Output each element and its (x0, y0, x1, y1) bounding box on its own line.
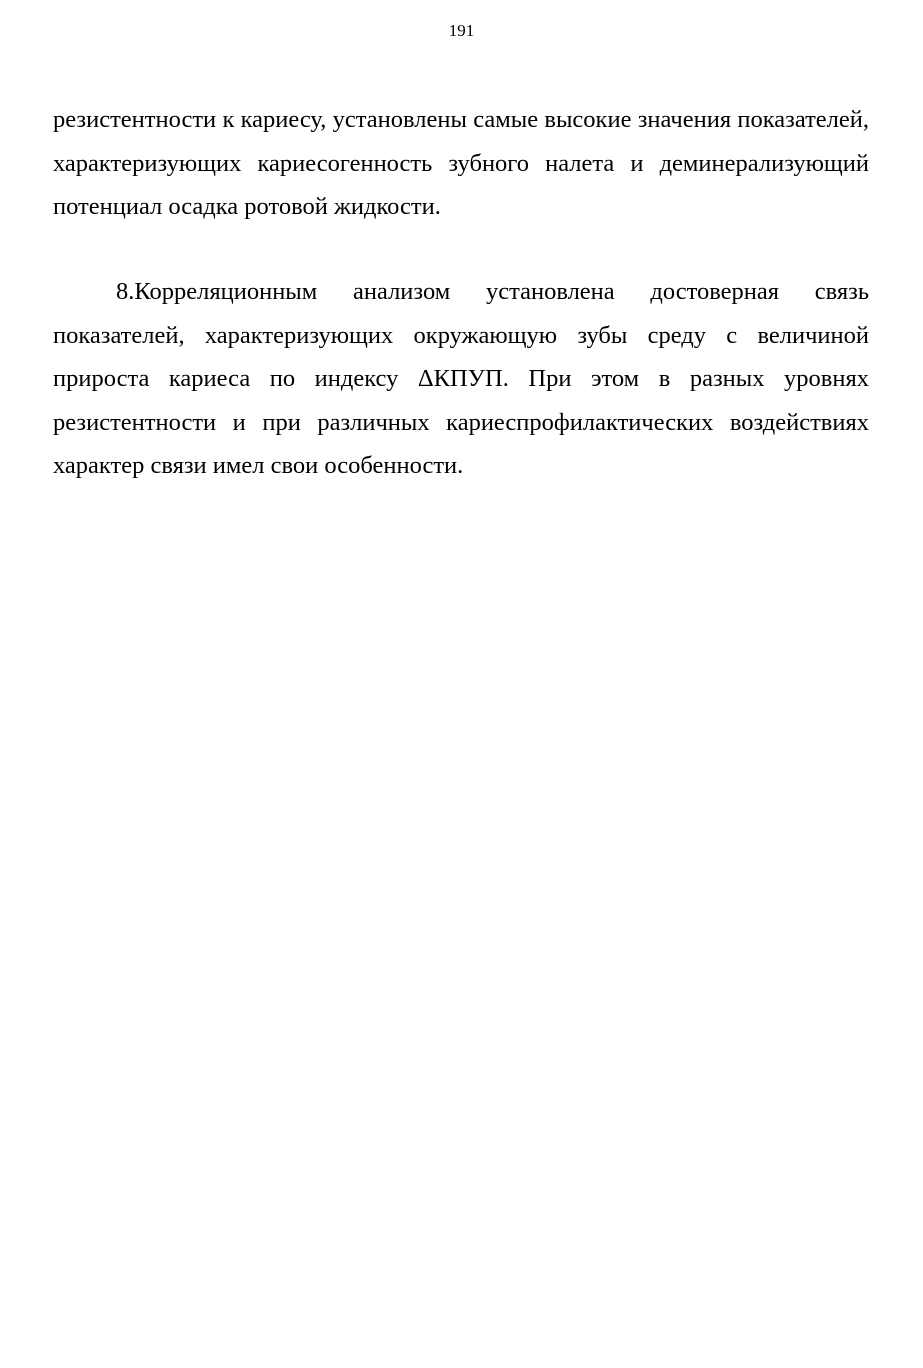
paragraph-caries-resistance: резистентности к кариесу, установлены самые высокие значения показателей, характеризующих кариесогенность зубного налета и деминерализующий потенциал осадка ротовой жидкости. (53, 106, 869, 220)
page-number: 191 (448, 21, 475, 40)
paragraph-correlation-analysis: 8.Корреляционным анализом установлена достоверная связь показателей, характеризующих окружающую зубы среду с величиной прироста кариеса по индексу ΔКПУП. При этом в разных уровнях резистентности и при различных кариеспрофилактических воздействиях характер связи имел свои особенности. (53, 278, 869, 479)
